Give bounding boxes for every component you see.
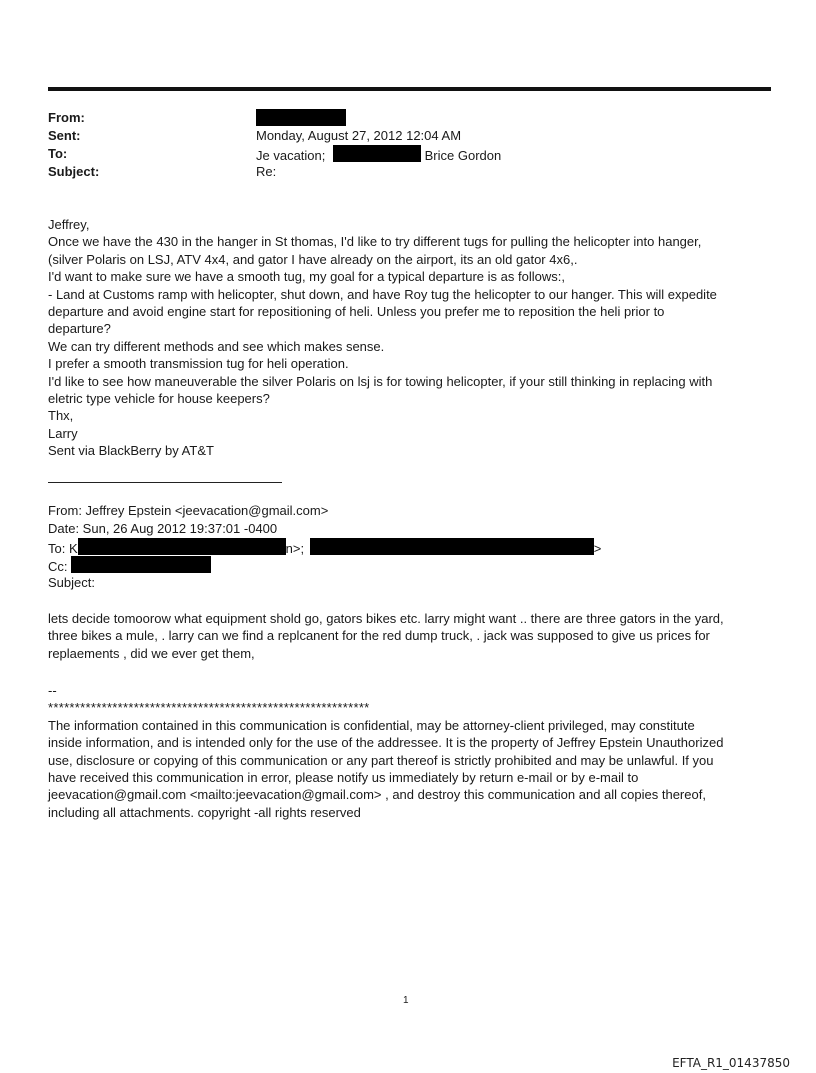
- disclaimer-line: The information contained in this communication is confidential, may be attorney-client privileged, may constitute: [48, 717, 695, 733]
- separator-line: [48, 482, 282, 483]
- signature-dash: --: [48, 683, 57, 698]
- body-line: departure?: [48, 321, 111, 337]
- body-line: We can try different methods and see which makes sense.: [48, 338, 385, 354]
- body-line: I'd like to see how maneuverable the silver Polaris on lsj is for towing helicopter, if your still thinking in replacing with: [48, 373, 713, 389]
- disclaimer-line: have received this communication in error, please notify us immediately by return e-mail or by e-mail to: [48, 770, 639, 786]
- fwd-to-end: >: [593, 541, 602, 556]
- fwd-date: Date: Sun, 26 Aug 2012 19:37:01 -0400: [48, 521, 278, 536]
- redacted-recipient: [333, 145, 421, 162]
- fwd-subject: Subject:: [48, 575, 95, 590]
- body-line: Once we have the 430 in the hanger in St thomas, I'd like to try different tugs for pulling the helicopter into hanger,: [48, 234, 702, 250]
- body-line: Sent via BlackBerry by AT&T: [48, 443, 214, 459]
- body-line: I'd want to make sure we have a smooth tug, my goal for a typical departure is as follows:,: [48, 269, 565, 285]
- message-line: three bikes a mule, . larry can we find a replcanent for the red dump truck, . jack was supposed to give us prices for: [48, 628, 710, 644]
- sent-label: Sent:: [48, 128, 81, 143]
- redacted-fwd-recipient-2: [310, 538, 594, 555]
- forwarded-message: [48, 610, 768, 662]
- body-line: Jeffrey,: [48, 217, 90, 232]
- fwd-to-mid: n>;: [285, 541, 305, 556]
- disclaimer-line: including all attachments. copyright -all rights reserved: [48, 804, 361, 820]
- from-label: From:: [48, 110, 85, 125]
- to-label: To:: [48, 146, 68, 161]
- body-line: eletric type vehicle for house keepers?: [48, 391, 270, 407]
- body-line: departure and avoid engine start for repositioning of heli. Unless you prefer me to reposition the heli prior to: [48, 304, 665, 320]
- subject-value: Re:: [256, 164, 277, 179]
- page-number: 1: [403, 995, 409, 1006]
- disclaimer-line: jeevacation@gmail.com <mailto:jeevacation@gmail.com> , and destroy this communication and all copies thereof,: [48, 787, 706, 803]
- fwd-cc-label: Cc:: [48, 559, 68, 574]
- to-value-2: Brice Gordon: [424, 148, 502, 163]
- fwd-cc-row: [48, 556, 601, 574]
- redacted-sender: [256, 109, 346, 126]
- body-line: I prefer a smooth transmission tug for heli operation.: [48, 356, 349, 372]
- forwarded-header: [48, 502, 601, 592]
- redacted-fwd-cc: [71, 556, 211, 573]
- disclaimer-line: inside information, and is intended only for the use of the addressee. It is the property of Jeffrey Epstein Unauthorized: [48, 735, 724, 751]
- fwd-to-row: [48, 538, 601, 556]
- body-line: - Land at Customs ramp with helicopter, shut down, and have Roy tug the helicopter to our hanger. This will expedite: [48, 286, 717, 302]
- body-line: Thx,: [48, 408, 74, 424]
- fwd-from: From: Jeffrey Epstein <jeevacation@gmail.com>: [48, 503, 329, 518]
- reply-body: [48, 216, 768, 460]
- top-rule: [48, 87, 771, 91]
- subject-label: Subject:: [48, 164, 100, 179]
- body-line: (silver Polaris on LSJ, ATV 4x4, and gator I have already on the airport, its an old gator 4x6,.: [48, 251, 578, 267]
- message-line: replaements , did we ever get them,: [48, 645, 255, 661]
- redacted-fwd-recipient-1: [78, 538, 286, 555]
- signature-stars: ************************************************************: [48, 700, 370, 716]
- message-line: lets decide tomoorow what equipment shold go, gators bikes etc. larry might want .. there are three gators in the yard,: [48, 611, 724, 626]
- body-line: Larry: [48, 425, 78, 441]
- document-id: EFTA_R1_01437850: [672, 1056, 790, 1070]
- disclaimer-line: use, disclosure or copying of this communication or any part thereof is strictly prohibited and may be unlawful. If you: [48, 752, 714, 768]
- fwd-to-prefix: To: K: [48, 541, 78, 556]
- signature-block: [48, 682, 768, 821]
- sent-value: Monday, August 27, 2012 12:04 AM: [256, 128, 462, 143]
- to-value-1: Je vacation;: [256, 148, 326, 163]
